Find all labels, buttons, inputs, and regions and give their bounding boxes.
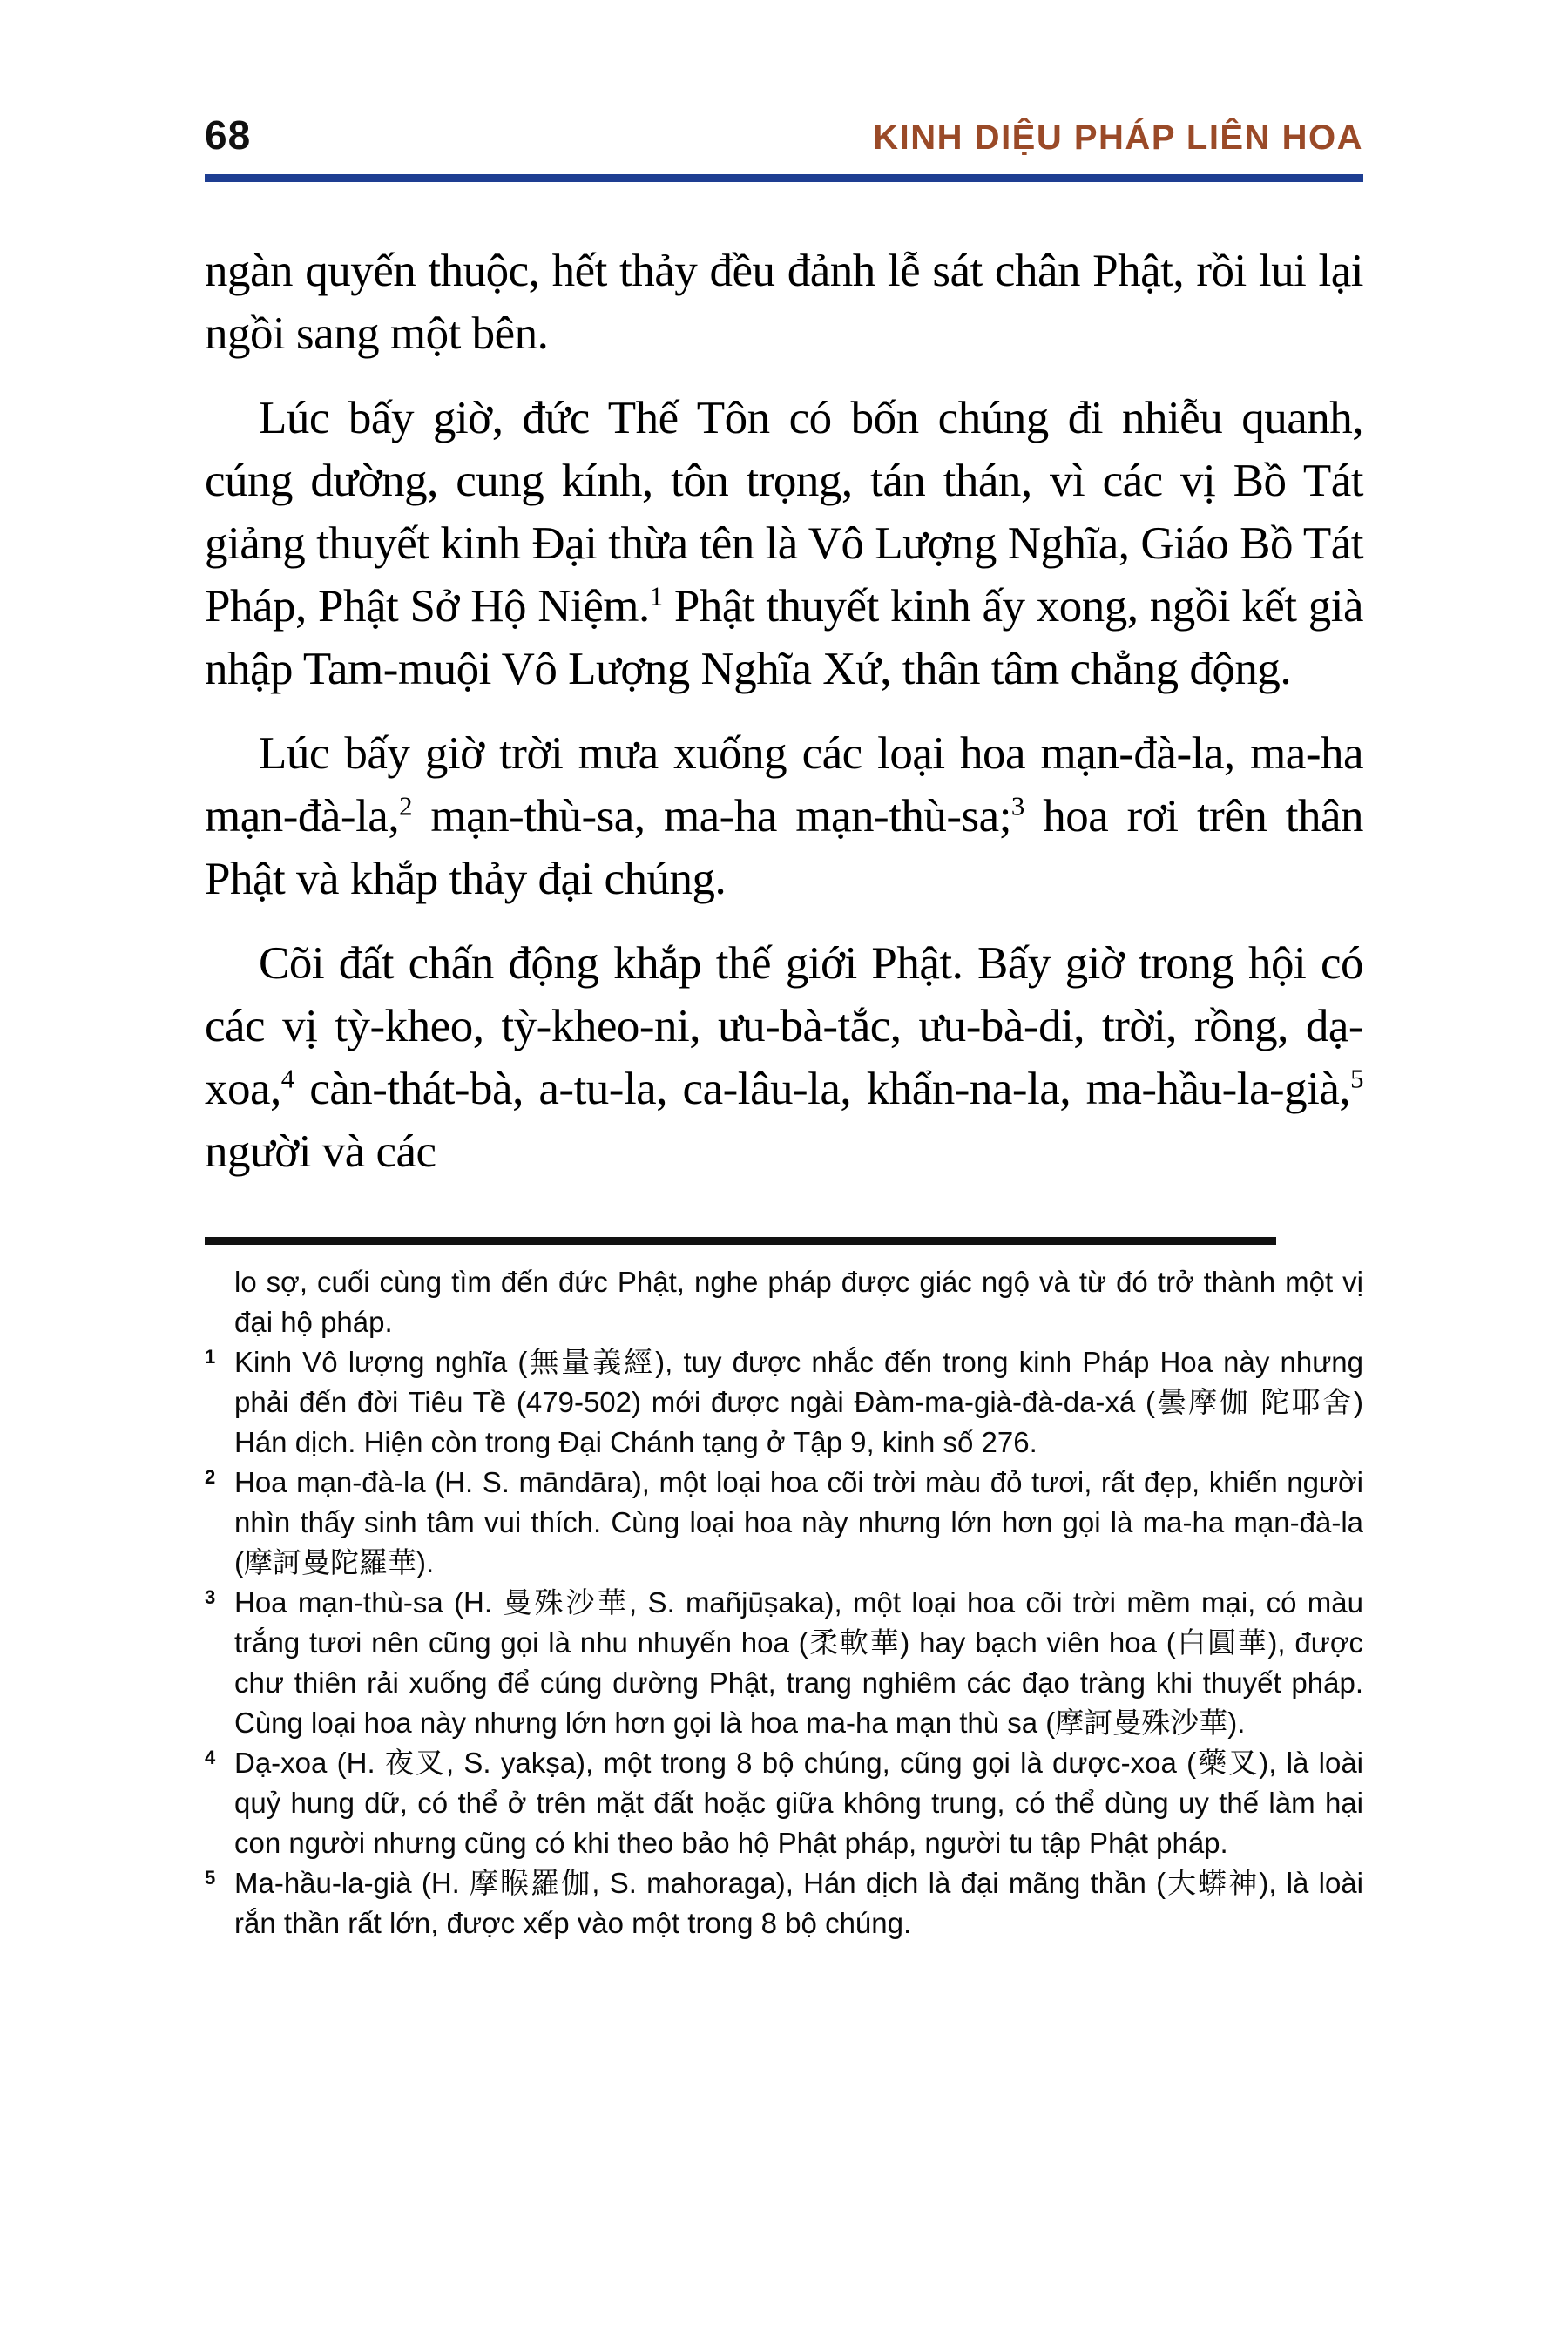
footnote-item bbox=[205, 1583, 1363, 1743]
text-run: Lúc bấy giờ trời mưa xuống các loại hoa mạn-đà-la, ma-ha mạn-đà-la, bbox=[205, 728, 1363, 841]
text-run: người và các bbox=[205, 1126, 436, 1177]
footnote-text: Hoa mạn-thù-sa (H. 曼殊沙華, S. mañjūṣaka), một loại hoa cõi trời mềm mại, có màu trắng tươi nên cũng gọi là nhu nhuyến hoa (柔軟華) hay bạch viên hoa (白圓華), được chư thiên rải xuống để cúng dường Phật, trang nghiêm các đạo tràng khi thuyết pháp. Cùng loại hoa này nhưng lớn hơn gọi là hoa ma-ha mạn thù sa (摩訶曼殊沙華). bbox=[234, 1586, 1363, 1739]
text-run: mạn-thù-sa, ma-ha mạn-thù-sa; bbox=[411, 791, 1011, 841]
running-title: KINH DIỆU PHÁP LIÊN HOA bbox=[873, 118, 1363, 157]
paragraph bbox=[205, 932, 1363, 1183]
text-run: càn-thát-bà, a-tu-la, ca-lâu-la, khẩn-na-la, ma-hầu-la-già, bbox=[294, 1064, 1351, 1114]
header-rule bbox=[205, 174, 1363, 182]
footnote-ref: 1 bbox=[649, 581, 663, 612]
text-run: hoa rơi trên thân Phật và khắp thảy đại chúng. bbox=[205, 791, 1363, 904]
footnotes bbox=[205, 1262, 1363, 1943]
footnote-number: 3 bbox=[205, 1586, 216, 1608]
footnote-item bbox=[205, 1342, 1363, 1463]
paragraph bbox=[205, 240, 1363, 365]
footnote-ref: 3 bbox=[1010, 791, 1024, 821]
footnote-text: Dạ-xoa (H. 夜叉, S. yakṣa), một trong 8 bộ chúng, cũng gọi là dược-xoa (藥叉), là loài quỷ hung dữ, có thể ở trên mặt đất hoặc giữa không trung, có thể dùng uy thế làm hại con người nhưng cũng có khi theo bảo hộ Phật pháp, người tu tập Phật pháp. bbox=[234, 1747, 1363, 1859]
text-run: ngàn quyến thuộc, hết thảy đều đảnh lễ sát chân Phật, rồi lui lại ngồi sang một bên. bbox=[205, 246, 1363, 359]
footnote-ref: 2 bbox=[399, 791, 412, 821]
page-number: 68 bbox=[205, 112, 252, 158]
paragraph bbox=[205, 722, 1363, 910]
text-run: Cõi đất chấn động khắp thế giới Phật. Bấy giờ trong hội có các vị tỳ-kheo, tỳ-kheo-ni, ưu-bà-tắc, ưu-bà-di, trời, rồng, dạ-xoa, bbox=[205, 938, 1363, 1114]
footnote-text: Kinh Vô lượng nghĩa (無量義經), tuy được nhắc đến trong kinh Pháp Hoa này nhưng phải đến đời Tiêu Tề (479-502) mới được ngài Đàm-ma-già-đà-da-xá (曇摩伽 陀耶舍) Hán dịch. Hiện còn trong Đại Chánh tạng ở Tập 9, kinh số 276. bbox=[234, 1346, 1363, 1458]
footnote-text: Ma-hầu-la-già (H. 摩睺羅伽, S. mahoraga), Hán dịch là đại mãng thần (大蟒神), là loài rắn thần rất lớn, được xếp vào một trong 8 bộ chúng. bbox=[234, 1867, 1363, 1939]
page-header bbox=[205, 112, 1363, 159]
footnote-item bbox=[205, 1743, 1363, 1863]
paragraph bbox=[205, 387, 1363, 700]
footnote-number: 2 bbox=[205, 1466, 216, 1488]
footnote-ref: 5 bbox=[1350, 1064, 1363, 1094]
body-text bbox=[205, 240, 1363, 1183]
footnote-continuation bbox=[205, 1262, 1363, 1342]
footnote-ref: 4 bbox=[280, 1064, 294, 1094]
footnote-text: Hoa mạn-đà-la (H. S. māndāra), một loại hoa cõi trời màu đỏ tươi, rất đẹp, khiến người nhìn thấy sinh tâm vui thích. Cùng loại hoa này nhưng lớn hơn gọi là ma-ha mạn-đà-la (摩訶曼陀羅華). bbox=[234, 1466, 1363, 1578]
footnote-number: 1 bbox=[205, 1346, 216, 1368]
footnote-item bbox=[205, 1463, 1363, 1583]
footnote-text: lo sợ, cuối cùng tìm đến đức Phật, nghe pháp được giác ngộ và từ đó trở thành một vị đại hộ pháp. bbox=[234, 1266, 1363, 1338]
text-run: Phật thuyết kinh ấy xong, ngồi kết già nhập Tam-muội Vô Lượng Nghĩa Xứ, thân tâm chẳng động. bbox=[205, 581, 1363, 694]
text-run: Lúc bấy giờ, đức Thế Tôn có bốn chúng đi nhiễu quanh, cúng dường, cung kính, tôn trọng, tán thán, vì các vị Bồ Tát giảng thuyết kinh Đại thừa tên là Vô Lượng Nghĩa, Giáo Bồ Tát Pháp, Phật Sở Hộ Niệm. bbox=[205, 393, 1363, 632]
footnote-item bbox=[205, 1863, 1363, 1943]
footnote-number: 5 bbox=[205, 1867, 216, 1889]
footnote-number: 4 bbox=[205, 1747, 216, 1768]
footnote-separator bbox=[205, 1237, 1276, 1245]
